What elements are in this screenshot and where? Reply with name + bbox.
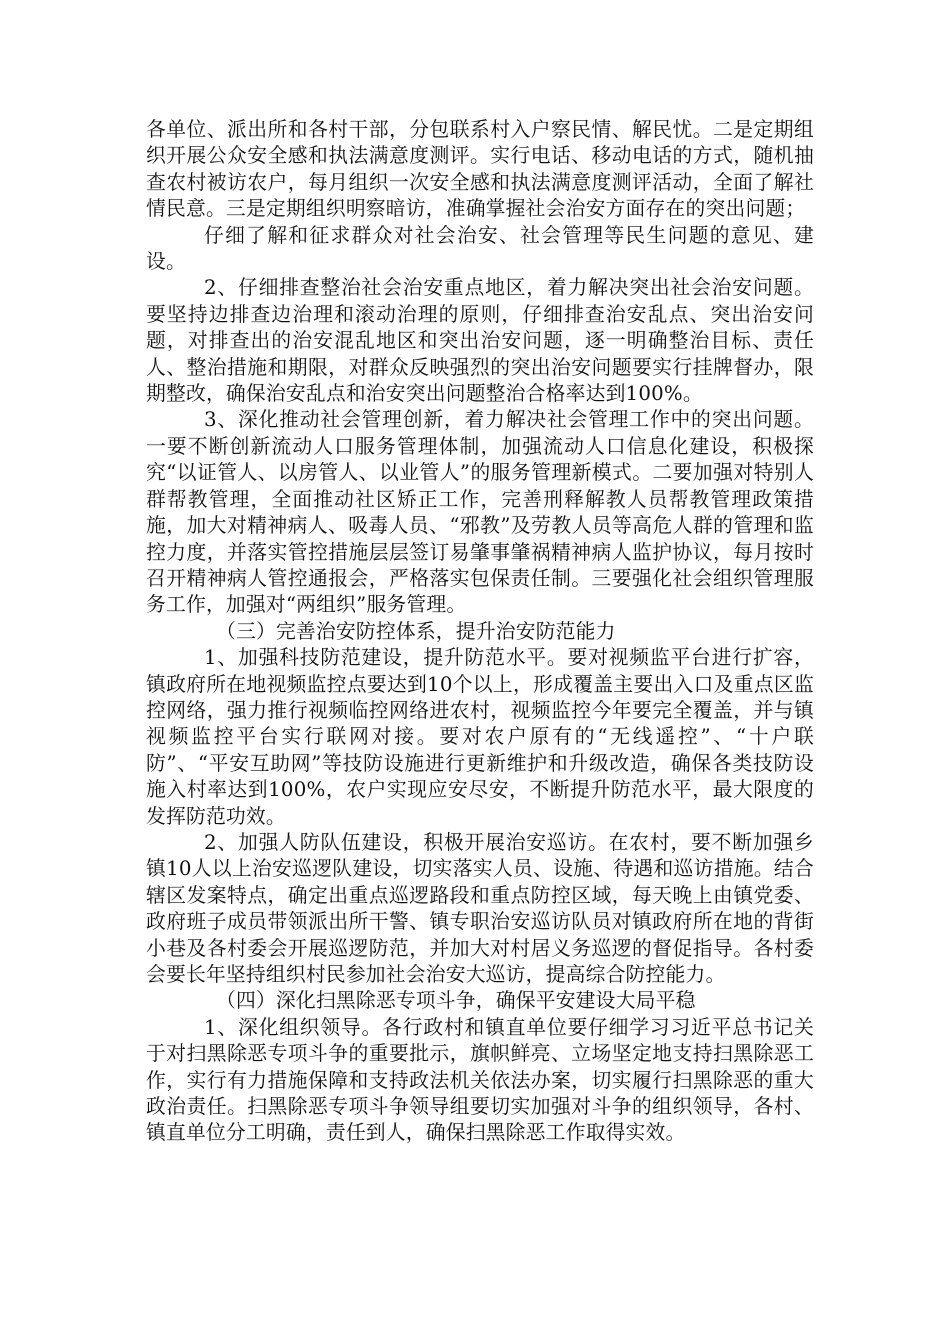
section-heading: （三）完善治安防控体系，提升治安防范能力 — [216, 619, 616, 643]
body-paragraph: 1、深化组织领导。各行政村和镇直单位要仔细学习习近平总书记关于对扫黑除恶专项斗争的重要批示，旗帜鲜亮、立场坚定地支持扫黑除恶工作，实行有力措施保障和支持政法机关依法办案，切实履行扫黑除恶的重大政治责任。扫黑除恶专项斗争领导组要切实加强对斗争的组织领导，各村、镇直单位分工明确，责任到人，确保扫黑除恶工作取得实效。 — [146, 1015, 814, 1145]
section-heading: （四）深化扫黑除恶专项斗争，确保平安建设大局平稳 — [216, 989, 696, 1013]
document-page — [146, 117, 814, 1147]
body-paragraph: 2、加强人防队伍建设，积极开展治安巡访。在农村，要不断加强乡镇10人以上治安巡逻队建设，切实落实人员、设施、待遇和巡访措施。结合辖区发案特点，确定出重点巡逻路段和重点防控区域，每天晚上由镇党委、政府班子成员带领派出所干警、镇专职治安巡访队员对镇政府所在地的背街小巷及各村委会开展巡逻防范，并加大对村居义务巡逻的督促指导。各村委会要长年坚持组织村民参加社会治安大巡访，提高综合防控能力。 — [146, 830, 814, 986]
body-paragraph: 各单位、派出所和各村干部，分包联系村入户察民情、解民忧。二是定期组织开展公众安全感和执法满意度测评。实行电话、移动电话的方式，随机抽查农村被访农户，每月组织一次安全感和执法满意度测评活动，全面了解社情民意。三是定期组织明察暗访，准确掌握社会治安方面存在的突出问题； — [146, 118, 814, 221]
body-paragraph: 3、深化推动社会管理创新，着力解决社会管理工作中的突出问题。一要不断创新流动人口服务管理体制，加强流动人口信息化建设，积极探究“以证管人、以房管人、以业管人”的服务管理新模式。二要加强对特别人群帮教管理，全面推动社区矫正工作，完善刑释解教人员帮教管理政策措施，加大对精神病人、吸毒人员、“邪教”及劳教人员等高危人群的管理和监控力度，并落实管控措施层层签订易肇事肇祸精神病人监护协议，每月按时召开精神病人管控通报会，严格落实包保责任制。三要强化社会组织管理服务工作，加强对“两组织”服务管理。 — [146, 408, 814, 617]
body-paragraph: 2、仔细排查整治社会治安重点地区，着力解决突出社会治安问题。要坚持边排查边治理和滚动治理的原则，仔细排查治安乱点、突出治安问题，对排查出的治安混乱地区和突出治安问题，逐一明确整治目标、责任人、整治措施和期限，对群众反映强烈的突出治安问题要实行挂牌督办，限期整改，确保治安乱点和治安突出问题整治合格率达到100%。 — [146, 276, 814, 406]
body-paragraph: 1、加强科技防范建设，提升防范水平。要对视频监平台进行扩容，镇政府所在地视频监控点要达到10个以上，形成覆盖主要出入口及重点区监控网络，强力推行视频临控网络进农村，视频监控今年要完全覆盖，并与镇视频监控平台实行联网对接。要对农户原有的“无线遥控”、“十户联防”、“平安互助网”等技防设施进行更新维护和升级改造，确保各类技防设施入村率达到100%，农户实现应安尽安，不断提升防范水平，最大限度的发挥防范功效。 — [146, 646, 814, 828]
body-paragraph: 仔细了解和征求群众对社会治安、社会管理等民生问题的意见、建设。 — [146, 223, 814, 274]
